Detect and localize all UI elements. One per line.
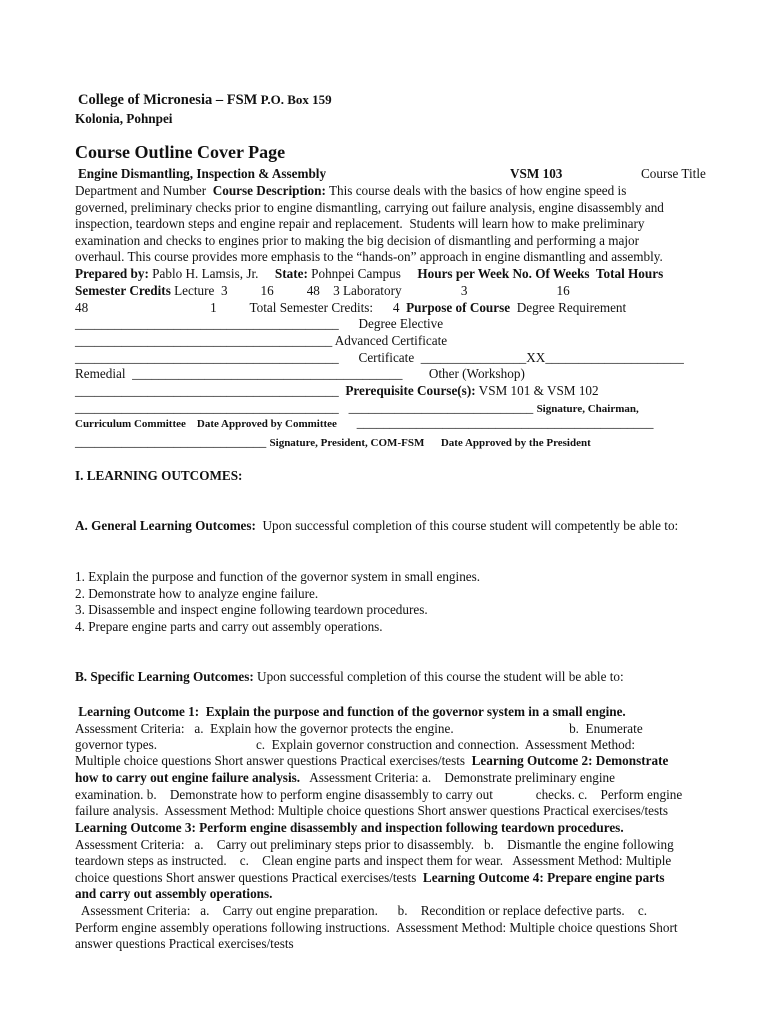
purpose-option-remedial: Remedial _________________________________________ Other (Workshop) (75, 366, 525, 381)
section-learning-outcomes: I. LEARNING OUTCOMES: (75, 468, 243, 483)
description-line-2: governed, preliminary checks prior to engine dismantling, carrying out failure analysis, engine disassembly and (75, 200, 664, 215)
prerequisite-value: VSM 101 & VSM 102 (475, 383, 599, 398)
learning-outcome-2: Learning Outcome 2: Demonstrate (471, 753, 669, 768)
prepared-by-line (75, 266, 663, 282)
college-location: Kolonia, Pohnpei (75, 111, 173, 126)
total-credits-line (75, 300, 626, 316)
description-text: This course deals with the basics of how engine speed is (325, 183, 627, 198)
president-label: Signature, President, COM-FSM Date Approved by the President (269, 437, 591, 449)
president-line (75, 434, 591, 451)
learning-outcome-4: Learning Outcome 4: Prepare engine parts (422, 870, 665, 885)
prerequisite-line (75, 383, 599, 399)
outcome-text-line (75, 770, 615, 786)
outcome-text-line (75, 870, 665, 886)
college-header (78, 92, 332, 108)
learning-outcome-4-text: and carry out assembly operations. (75, 886, 273, 901)
president-blank: _____________________________ (75, 434, 270, 449)
credits-label: Semester Credits (75, 283, 171, 298)
state-label: State: (274, 266, 308, 281)
outcome-text-line: Perform engine assembly operations following instructions. Assessment Method: Multiple choice questions Short (75, 920, 678, 935)
general-outcome-item: 3. Disassemble and inspect engine following teardown procedures. (75, 602, 428, 617)
course-code: VSM 103 (510, 166, 563, 181)
general-outcome-item: 2. Demonstrate how to analyze engine failure. (75, 586, 319, 601)
outcome-text-line (75, 753, 668, 769)
signature-blank: ________________________________________ ____________________________ (75, 400, 537, 415)
learning-outcome-2-text: how to carry out engine failure analysis. (75, 770, 301, 785)
prepared-value: Pablo H. Lamsis, Jr. (148, 266, 275, 281)
state-value: Pohnpei Campus (307, 266, 418, 281)
purpose-option-advanced-certificate: _______________________________________ Advanced Certificate (75, 333, 448, 348)
description-line-1 (75, 183, 626, 199)
learning-outcome-1: Learning Outcome 1: Explain the purpose and function of the governor system in a small engine. (75, 704, 626, 719)
college-name: College of Micronesia – FSM (78, 92, 258, 108)
general-outcomes-text: Upon successful completion of this course student will competently be able to: (255, 518, 679, 533)
committee-line (75, 415, 653, 432)
prepared-label: Prepared by: (75, 266, 149, 281)
signature-chairman-label: Signature, Chairman, (536, 403, 639, 415)
prerequisite-label: Prerequisite Course(s): (345, 383, 476, 398)
outcome-text-line: examination. b. Demonstrate how to perform engine disassembly to carry out checks. c. Perform engine (75, 787, 683, 802)
general-outcome-item: 4. Prepare engine parts and carry out assembly operations. (75, 619, 383, 634)
outcome-text-line: failure analysis. Assessment Method: Multiple choice questions Short answer questions Practical exercises/tests (75, 803, 668, 818)
page-title: Course Outline Cover Page (75, 142, 286, 162)
course-title-label: Course Title (641, 166, 706, 181)
dept-label: Department and Number (75, 183, 207, 198)
general-outcome-item: 1. Explain the purpose and function of the governor system in small engines. (75, 569, 481, 584)
assessment-method-text: choice questions Short answer questions Practical exercises/tests (75, 870, 423, 885)
purpose-option-certificate: ________________________________________ Certificate ________________XX_____________________ (75, 350, 684, 365)
committee-blank: _____________________________________________ (336, 415, 654, 430)
po-box: P.O. Box 159 (260, 92, 332, 107)
outcome-text-line: answer questions Practical exercises/tests (75, 936, 294, 951)
description-line-4: examination and checks to engines prior to making the big decision of dismantling and performing a major (75, 233, 639, 248)
description-label: Course Description: (212, 183, 326, 198)
credits-values: Lecture 3 16 48 3 Laboratory 3 16 (170, 283, 570, 298)
total-credits: 48 1 Total Semester Credits: 4 (75, 300, 407, 315)
outcome-text-line: Assessment Criteria: a. Carry out engine preparation. b. Recondition or replace defective parts. c. (75, 903, 648, 918)
specific-outcomes-text: Upon successful completion of this course the student will be able to: (253, 669, 624, 684)
specific-outcomes-label: B. Specific Learning Outcomes: (75, 669, 254, 684)
purpose-label: Purpose of Course (406, 300, 511, 315)
committee-label: Curriculum Committee Date Approved by Committee (75, 418, 337, 430)
general-outcomes-intro (75, 518, 678, 534)
assessment-method-text: Multiple choice questions Short answer questions Practical exercises/tests (75, 753, 472, 768)
description-line-5: overhaul. This course provides more emphasis to the “hands-on” approach in engine dismantling and assembly. (75, 249, 663, 264)
purpose-value: Degree Requirement (510, 300, 627, 315)
course-title: Engine Dismantling, Inspection & Assembly (78, 166, 327, 181)
purpose-option-degree-elective: ________________________________________ Degree Elective (75, 316, 444, 331)
outcome-text-line: Assessment Criteria: a. Explain how the governor protects the engine. b. Enumerate (75, 721, 643, 736)
outcome-text-line: Assessment Criteria: a. Carry out preliminary steps prior to disassembly. b. Dismantle the engine following (75, 837, 674, 852)
assessment-criteria-text: Assessment Criteria: a. Demonstrate preliminary engine (300, 770, 616, 785)
credits-line (75, 283, 570, 299)
specific-outcomes-intro (75, 669, 624, 685)
description-line-3: inspection, teardown steps and engine repair and replacement. Students will learn how to make preliminary (75, 216, 645, 231)
outcome-text-line: teardown steps as instructed. c. Clean engine parts and inspect them for wear. Assessment Method: Multiple (75, 853, 672, 868)
hours-label: Hours per Week No. Of Weeks Total Hours (417, 266, 664, 281)
learning-outcome-3: Learning Outcome 3: Perform engine disassembly and inspection following teardown procedures. (75, 820, 624, 835)
general-outcomes-label: A. General Learning Outcomes: (75, 518, 256, 533)
prerequisite-blank: ________________________________________ (75, 383, 346, 398)
outcome-text-line: governor types. c. Explain governor construction and connection. Assessment Method: (75, 737, 636, 752)
